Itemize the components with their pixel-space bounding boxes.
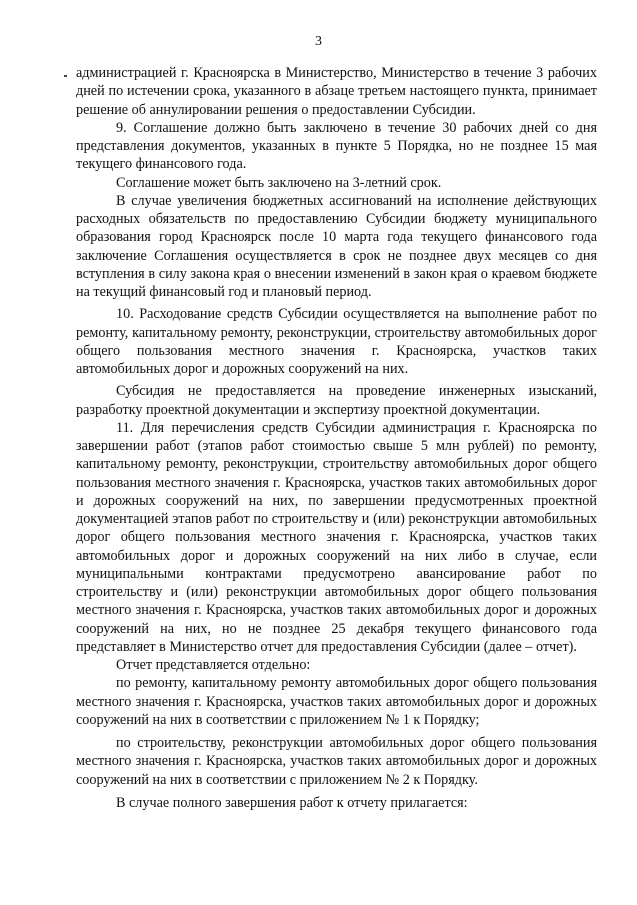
paragraph-report-separately: Отчет представляется отдельно: — [116, 657, 311, 673]
scan-speck — [64, 75, 67, 77]
paragraph-report-repair: по ремонту, капитальному ремонту автомобильных дорог общего пользования местного значения г. Красноярска, участков таких автомобильных дорог и дорожных сооружений на них в соответствии с приложением № 1 к Порядку; — [76, 675, 597, 728]
paragraph-full-completion: В случае полного завершения работ к отчету прилагается: — [116, 794, 468, 811]
paragraph-subsidy-exclusion: Субсидия не предоставляется на проведение инженерных изысканий, разработку проектной документации и экспертизу проектной документации. — [76, 383, 597, 418]
paragraph-item-9: 9. Соглашение должно быть заключено в течение 30 рабочих дней со дня представления документов, указанных в пункте 5 Порядка, но не позднее 15 мая текущего финансового года. — [76, 119, 597, 173]
paragraph-continuation: администрацией г. Красноярска в Министерство, Министерство в течение 3 рабочих дней по истечении срока, указанного в абзаце третьем настоящего пункта, принимает решение об аннулировании решения о предоставлении Субсидии. — [76, 65, 597, 118]
paragraph-item-10: 10. Расходование средств Субсидии осуществляется на выполнение работ по ремонту, капитальному ремонту, реконструкции, строительству автомобильных дорог общего пользования местного значения г. Красноярска, участков таких автомобильных дорог и дорожных сооружений на них. — [76, 306, 597, 377]
page-number: 3 — [315, 34, 322, 49]
paragraph-item-11: 11. Для перечисления средств Субсидии администрация г. Красноярска по завершении работ (этапов работ стоимостью свыше 5 млн рублей) по ремонту, капитальному ремонту, реконструкции, строительству автомобильных дорог общего пользования местного значения г. Красноярска, участков таких автомобильных дорог и дорожных сооружений на них, по завершении предусмотренных проектной документацией этапов работ по строительству и (или) реконструкции автомобильных дорог общего пользования местного значения г. Красноярска, участков таких автомобильных дорог и дорожных сооружений на них либо в случае, если муниципальными контрактами предусмотрено авансирование работ по строительству и (или) реконструкции автомобильных дорог общего пользования местного значения г. Красноярска, участков таких автомобильных дорог и дорожных сооружений на них, но не позднее 25 декабря текущего финансового года представляет в Министерство отчет для предоставления Субсидии (далее – отчет). — [76, 419, 597, 655]
document-body — [76, 64, 597, 812]
paragraph-agreement-term: Соглашение может быть заключено на 3-летний срок. — [116, 174, 442, 191]
paragraph-report-construction: по строительству, реконструкции автомобильных дорог общего пользования местного значения г. Красноярска, участков таких автомобильных дорог и дорожных сооружений на них в соответствии с приложением № 2 к Порядку. — [76, 735, 597, 788]
paragraph-budget-increase: В случае увеличения бюджетных ассигнований на исполнение действующих расходных обязательств по предоставлению Субсидии бюджету муниципального образования город Красноярск после 10 марта года текущего финансового года заключение Соглашения осуществляется в срок не позднее двух месяцев со дня вступления в силу закона края о внесении изменений в закон края о краевом бюджете на текущий финансовый год и плановый период. — [76, 192, 597, 300]
